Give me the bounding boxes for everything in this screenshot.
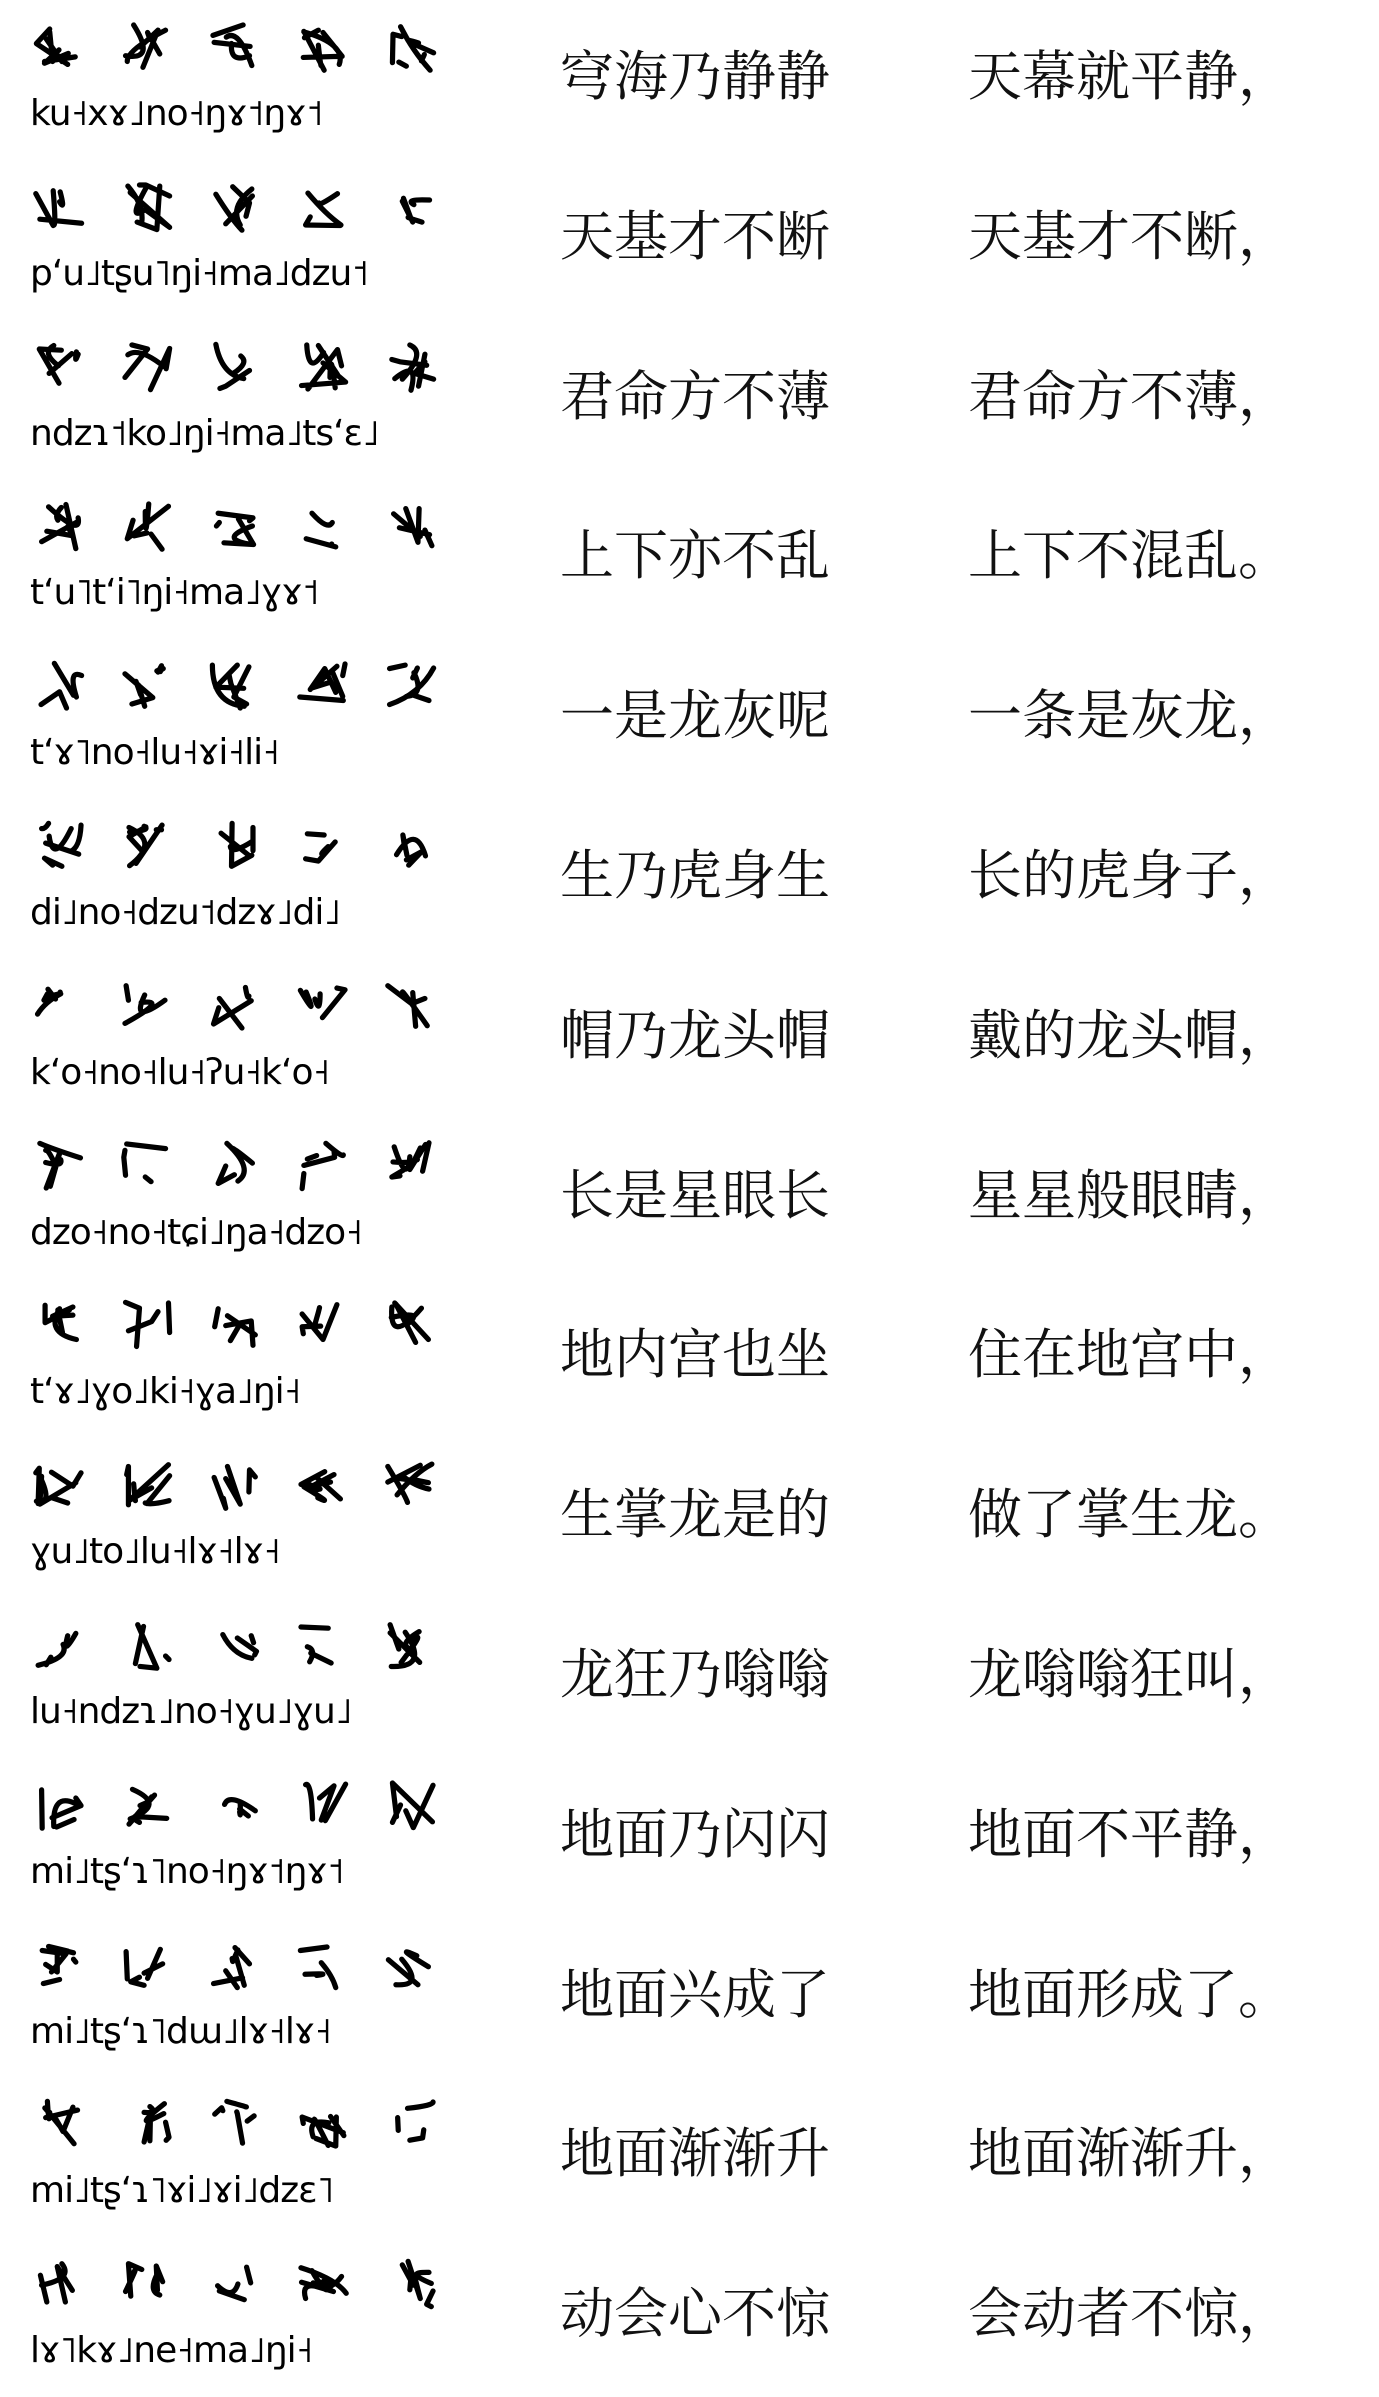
phonetic-transcription: tʻu˥tʻi˥ŋi˧ma˩ɣɤ˦	[30, 572, 319, 614]
free-translation: 君命方不薄，	[968, 364, 1292, 428]
phonetic-transcription: tʻɤ˩ɣo˩ki˧ɣa˩ŋi˧	[30, 1371, 301, 1413]
free-translation: 地面不平静，	[968, 1802, 1292, 1866]
yi-character-glyph	[294, 497, 352, 555]
free-translation: 天基才不断，	[968, 204, 1292, 268]
yi-character-glyph	[382, 497, 440, 555]
literal-translation: 长是星眼长	[560, 1163, 830, 1227]
yi-character-glyph	[30, 1776, 88, 1834]
yi-script-cell	[30, 1125, 440, 1267]
literal-translation: 地面兴成了	[560, 1962, 830, 2026]
literal-translation: 龙狂乃嗡嗡	[560, 1643, 830, 1706]
yi-character-glyph	[30, 1616, 88, 1674]
yi-character-glyph	[118, 1936, 176, 1994]
yi-character-glyph	[382, 1936, 440, 1994]
phonetic-transcription: ndzɿ˦ko˩ŋi˧ma˩tsʻɛ˩	[30, 412, 379, 454]
phonetic-transcription: pʻu˩tʂu˥ŋi˧ma˩dzu˦	[30, 252, 369, 294]
yi-character-glyph	[382, 2255, 440, 2313]
yi-script-cell	[30, 1604, 440, 1746]
yi-character-glyph	[206, 2255, 264, 2313]
yi-character-glyph	[382, 18, 440, 76]
free-translation: 做了掌生龙。	[968, 1483, 1292, 1547]
yi-character-glyph	[30, 2255, 88, 2313]
yi-character-glyph	[294, 1296, 352, 1354]
yi-script-image	[30, 1125, 440, 1207]
yi-script-cell	[30, 326, 440, 468]
yi-character-glyph	[118, 338, 176, 396]
yi-character-glyph	[382, 1456, 440, 1514]
yi-character-glyph	[118, 2255, 176, 2313]
yi-character-glyph	[30, 657, 88, 715]
literal-translation: 地面渐渐升	[560, 2122, 830, 2186]
yi-character-glyph	[118, 18, 176, 76]
yi-character-glyph	[30, 977, 88, 1035]
yi-character-glyph	[294, 1137, 352, 1195]
yi-character-glyph	[206, 2095, 264, 2153]
yi-character-glyph	[30, 1137, 88, 1195]
literal-translation: 地内宫也坐	[560, 1323, 830, 1387]
yi-character-glyph	[30, 1296, 88, 1354]
yi-character-glyph	[206, 1616, 264, 1674]
verse-row	[0, 1440, 1379, 1590]
yi-character-glyph	[206, 977, 264, 1035]
yi-character-glyph	[382, 2095, 440, 2153]
yi-character-glyph	[382, 178, 440, 236]
yi-character-glyph	[30, 817, 88, 875]
free-translation: 星星般眼睛，	[968, 1163, 1292, 1227]
yi-script-cell	[30, 1924, 440, 2066]
free-translation: 上下不混乱。	[968, 524, 1292, 588]
yi-script-cell	[30, 2083, 440, 2225]
yi-character-glyph	[118, 817, 176, 875]
verse-row	[0, 162, 1379, 312]
yi-character-glyph	[382, 1616, 440, 1674]
yi-script-image	[30, 2083, 440, 2165]
free-translation: 龙嗡嗡狂叫，	[968, 1643, 1292, 1706]
literal-translation: 君命方不薄	[560, 364, 830, 428]
yi-script-image	[30, 805, 440, 887]
yi-character-glyph	[206, 1456, 264, 1514]
phonetic-transcription: ɣu˩to˩lu˧lɤ˧lɤ˧	[30, 1531, 280, 1573]
verse-row	[0, 1280, 1379, 1430]
yi-script-cell	[30, 485, 440, 627]
verse-row	[0, 481, 1379, 631]
yi-script-cell	[30, 1764, 440, 1906]
yi-script-cell	[30, 965, 440, 1107]
verse-row	[0, 1121, 1379, 1271]
yi-character-glyph	[294, 817, 352, 875]
yi-script-image	[30, 1444, 440, 1526]
yi-character-glyph	[294, 178, 352, 236]
yi-script-cell	[30, 2243, 440, 2385]
free-translation: 地面渐渐升，	[968, 2122, 1292, 2186]
verse-row	[0, 1920, 1379, 2070]
yi-character-glyph	[294, 1776, 352, 1834]
literal-translation: 生掌龙是的	[560, 1483, 830, 1547]
phonetic-transcription: mi˩tʂʻɿ˥no˧ŋɤ˦ŋɤ˦	[30, 1850, 344, 1892]
verse-row	[0, 2, 1379, 152]
yi-character-glyph	[118, 1456, 176, 1514]
yi-character-glyph	[206, 178, 264, 236]
yi-script-cell	[30, 805, 440, 947]
yi-script-image	[30, 645, 440, 727]
yi-script-cell	[30, 6, 440, 148]
free-translation: 长的虎身子，	[968, 844, 1292, 907]
verse-row	[0, 322, 1379, 472]
verse-row	[0, 801, 1379, 951]
yi-character-glyph	[118, 497, 176, 555]
yi-character-glyph	[294, 2255, 352, 2313]
yi-script-image	[30, 166, 440, 248]
yi-character-glyph	[206, 1296, 264, 1354]
yi-script-image	[30, 326, 440, 408]
yi-character-glyph	[294, 18, 352, 76]
literal-translation: 帽乃龙头帽	[560, 1003, 830, 1067]
phonetic-transcription: di˩no˧dzu˦dzɤ˩di˩	[30, 892, 341, 933]
yi-character-glyph	[206, 1137, 264, 1195]
yi-script-cell	[30, 166, 440, 308]
free-translation: 天幕就平静，	[968, 45, 1292, 108]
phonetic-transcription: kʻo˧no˧lu˧ʔu˧kʻo˧	[30, 1051, 330, 1093]
yi-character-glyph	[30, 1456, 88, 1514]
yi-character-glyph	[30, 338, 88, 396]
yi-script-image	[30, 2243, 440, 2325]
phonetic-transcription: mi˩tʂʻɿ˥ɤi˩ɤi˩dzɛ˥	[30, 2170, 334, 2212]
yi-character-glyph	[294, 1456, 352, 1514]
yi-script-image	[30, 1924, 440, 2006]
verse-row	[0, 641, 1379, 791]
verse-row	[0, 1600, 1379, 1750]
yi-script-cell	[30, 1284, 440, 1426]
yi-character-glyph	[118, 1296, 176, 1354]
yi-character-glyph	[382, 1296, 440, 1354]
phonetic-transcription: lu˧ndzɿ˩no˧ɣu˩ɣu˩	[30, 1691, 352, 1732]
yi-character-glyph	[118, 178, 176, 236]
yi-character-glyph	[206, 1936, 264, 1994]
literal-translation: 穹海乃静静	[560, 45, 830, 108]
free-translation: 会动者不惊，	[968, 2282, 1292, 2346]
yi-character-glyph	[382, 977, 440, 1035]
yi-character-glyph	[382, 817, 440, 875]
yi-character-glyph	[118, 2095, 176, 2153]
verse-row	[0, 1760, 1379, 1910]
literal-translation: 动会心不惊	[560, 2282, 830, 2346]
yi-character-glyph	[30, 178, 88, 236]
yi-character-glyph	[118, 1137, 176, 1195]
literal-translation: 上下亦不乱	[560, 524, 830, 588]
yi-script-cell	[30, 1444, 440, 1586]
free-translation: 戴的龙头帽，	[968, 1003, 1292, 1067]
yi-character-glyph	[206, 1776, 264, 1834]
yi-character-glyph	[118, 977, 176, 1035]
literal-translation: 生乃虎身生	[560, 844, 830, 907]
yi-character-glyph	[30, 1936, 88, 1994]
yi-character-glyph	[294, 657, 352, 715]
verse-row	[0, 2079, 1379, 2229]
yi-script-image	[30, 1604, 440, 1686]
phonetic-transcription: mi˩tʂʻɿ˥dɯ˩lɤ˧lɤ˧	[30, 2010, 332, 2052]
yi-character-glyph	[206, 497, 264, 555]
yi-character-glyph	[382, 1137, 440, 1195]
yi-character-glyph	[206, 338, 264, 396]
phonetic-transcription: dzo˧no˧tɕi˩ŋa˧dzo˧	[30, 1211, 362, 1253]
yi-script-image	[30, 1284, 440, 1366]
yi-character-glyph	[382, 338, 440, 396]
yi-character-glyph	[118, 1776, 176, 1834]
yi-script-cell	[30, 645, 440, 787]
free-translation: 住在地宫中，	[968, 1323, 1292, 1387]
yi-character-glyph	[206, 817, 264, 875]
yi-character-glyph	[382, 1776, 440, 1834]
literal-translation: 地面乃闪闪	[560, 1802, 830, 1866]
yi-character-glyph	[294, 1616, 352, 1674]
yi-script-image	[30, 965, 440, 1047]
yi-character-glyph	[118, 1616, 176, 1674]
yi-character-glyph	[294, 2095, 352, 2153]
phonetic-transcription: tʻɤ˥no˧lu˧ɤi˧li˧	[30, 732, 279, 774]
verse-row	[0, 961, 1379, 1111]
phonetic-transcription: ku˧xɤ˩no˧ŋɤ˦ŋɤ˦	[30, 93, 323, 134]
yi-character-glyph	[382, 657, 440, 715]
yi-character-glyph	[294, 977, 352, 1035]
yi-character-glyph	[206, 657, 264, 715]
verse-row	[0, 2239, 1379, 2389]
free-translation: 一条是灰龙，	[968, 684, 1292, 748]
yi-character-glyph	[294, 1936, 352, 1994]
free-translation: 地面形成了。	[968, 1962, 1292, 2026]
yi-character-glyph	[30, 2095, 88, 2153]
yi-script-image	[30, 485, 440, 567]
yi-character-glyph	[206, 18, 264, 76]
yi-character-glyph	[30, 18, 88, 76]
literal-translation: 天基才不断	[560, 204, 830, 268]
yi-script-image	[30, 1764, 440, 1846]
yi-character-glyph	[118, 657, 176, 715]
phonetic-transcription: lɤ˥kɤ˩ne˧ma˩ŋi˧	[30, 2330, 313, 2372]
literal-translation: 一是龙灰呢	[560, 684, 830, 748]
yi-character-glyph	[294, 338, 352, 396]
yi-script-image	[30, 6, 440, 88]
yi-character-glyph	[30, 497, 88, 555]
